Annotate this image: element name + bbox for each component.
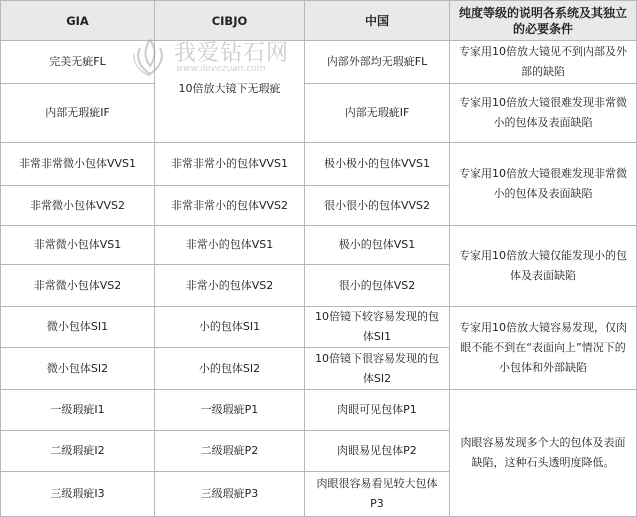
cell-cibjo: 非常小的包体VS2 (155, 265, 305, 307)
cell-china: 10倍镜下较容易发现的包体SI1 (305, 307, 450, 348)
cell-china: 很小很小的包体VVS2 (305, 186, 450, 226)
table-row (1, 143, 637, 186)
header-conditions: 纯度等级的说明各系统及其独立的必要条件 (450, 1, 637, 41)
cell-china: 肉眼易见包体P2 (305, 431, 450, 472)
cell-cibjo: 小的包体SI2 (155, 348, 305, 390)
cell-gia: 内部无瑕疵IF (1, 84, 155, 143)
cell-gia: 微小包体SI2 (1, 348, 155, 390)
table-row (1, 307, 637, 348)
cell-china: 很小的包体VS2 (305, 265, 450, 307)
cell-condition: 专家用10倍放大镜很难发现非常微小的包体及表面缺陷 (450, 84, 637, 143)
cell-cibjo: 非常非常小的包体VVS2 (155, 186, 305, 226)
cell-china: 内部外部均无瑕疵FL (305, 41, 450, 84)
cell-gia: 非常非常微小包体VVS1 (1, 143, 155, 186)
watermark-url: www.ilovezuan.com (176, 64, 266, 74)
cell-cibjo: 非常非常小的包体VVS1 (155, 143, 305, 186)
cell-condition: 专家用10倍放大镜容易发现，仅肉眼不能不到在“表面向上”情况下的小包体和外部缺陷 (450, 307, 637, 390)
header-china: 中国 (305, 1, 450, 41)
cell-china: 极小的包体VS1 (305, 226, 450, 265)
cell-china: 肉眼很容易看见较大包体P3 (305, 472, 450, 517)
cell-china: 肉眼可见包体P1 (305, 390, 450, 431)
cell-gia: 二级瑕疵I2 (1, 431, 155, 472)
header-row (1, 1, 637, 41)
table-row (1, 84, 637, 143)
table-row (1, 390, 637, 431)
cell-cibjo: 一级瑕疵P1 (155, 390, 305, 431)
cell-cibjo: 非常小的包体VS1 (155, 226, 305, 265)
watermark-title: 我爱钻石网 (174, 41, 290, 66)
cell-china: 极小极小的包体VVS1 (305, 143, 450, 186)
table-row (1, 41, 637, 84)
cell-cibjo-merged: 10倍放大镜下无瑕疵 (155, 41, 305, 143)
cell-gia: 一级瑕疵I1 (1, 390, 155, 431)
cell-condition: 肉眼容易发现多个大的包体及表面缺陷，这种石头透明度降低。 (450, 390, 637, 517)
cell-gia: 三级瑕疵I3 (1, 472, 155, 517)
cell-gia: 微小包体SI1 (1, 307, 155, 348)
cell-condition: 专家用10倍放大镜很难发现非常微小的包体及表面缺陷 (450, 143, 637, 226)
cell-china: 10倍镜下很容易发现的包体SI2 (305, 348, 450, 390)
cell-gia: 非常微小包体VS2 (1, 265, 155, 307)
header-cibjo: CIBJO (155, 1, 305, 41)
cell-china: 内部无瑕疵IF (305, 84, 450, 143)
cell-gia: 非常微小包体VVS2 (1, 186, 155, 226)
cell-cibjo: 二级瑕疵P2 (155, 431, 305, 472)
table-row (1, 226, 637, 265)
header-gia: GIA (1, 1, 155, 41)
cell-gia: 非常微小包体VS1 (1, 226, 155, 265)
cell-cibjo: 三级瑕疵P3 (155, 472, 305, 517)
cell-gia: 完美无疵FL (1, 41, 155, 84)
cell-condition: 专家用10倍放大镜仅能发现小的包体及表面缺陷 (450, 226, 637, 307)
cell-condition: 专家用10倍放大镜见不到内部及外部的缺陷 (450, 41, 637, 84)
cell-cibjo: 小的包体SI1 (155, 307, 305, 348)
